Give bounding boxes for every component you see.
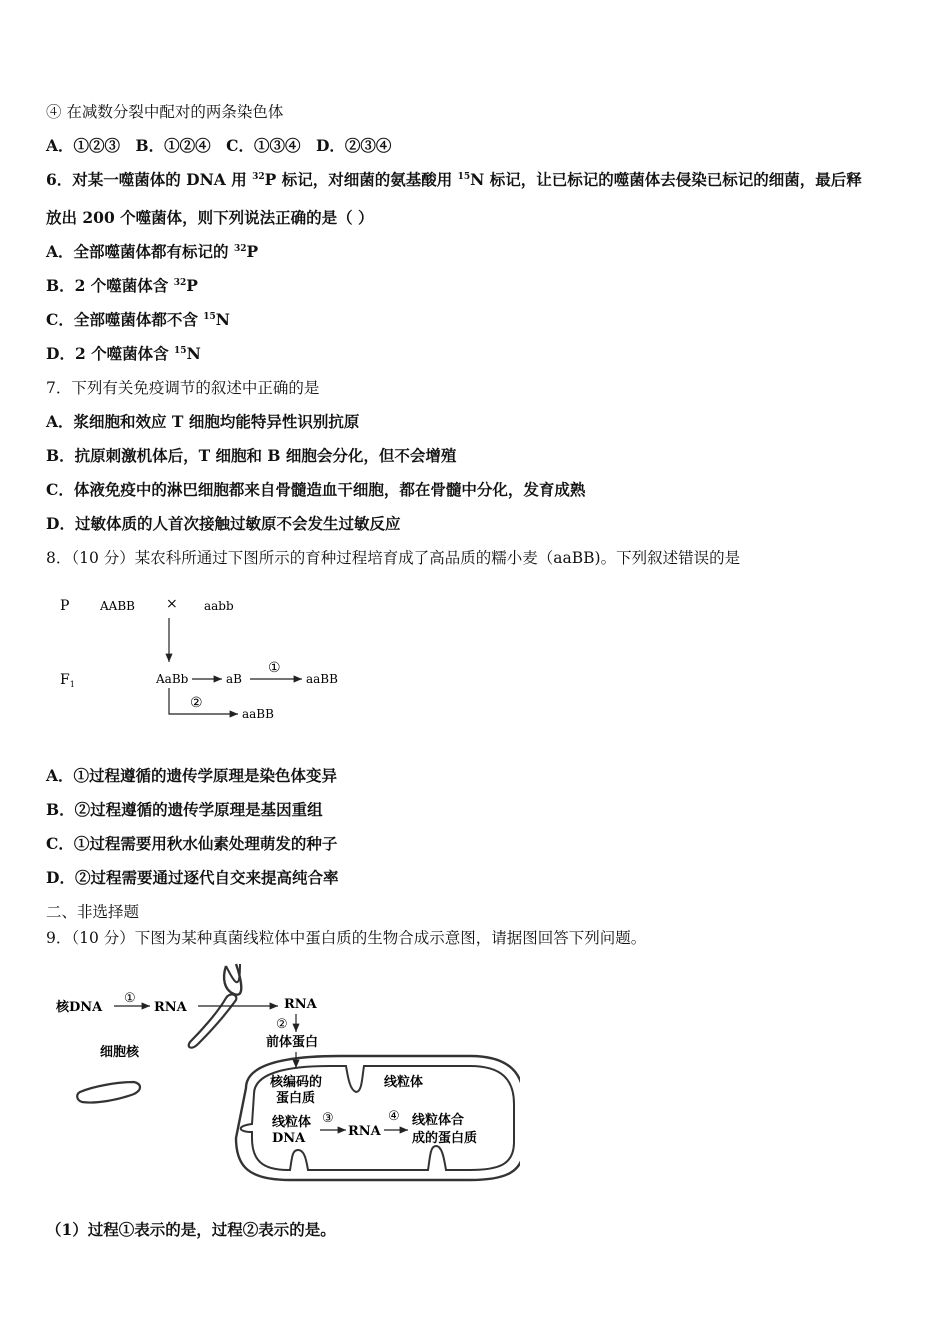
step-2-arrow [169, 688, 238, 714]
mt-dna-label-1: 线粒体 [272, 1115, 312, 1130]
protein-synthesis-diagram [50, 960, 520, 1190]
q7-option-c: C．体液免疫中的淋巴细胞都来自骨髓造血干细胞，都在骨髓中分化，发育成熟 [46, 480, 586, 499]
rna-label-1: RNA [154, 1000, 187, 1015]
q6-a-sup: 32 [233, 243, 247, 254]
q6-b-sup: 32 [173, 277, 187, 288]
mt-protein-label-1: 线粒体合 [412, 1113, 465, 1128]
result-1-genotype: aaBB [306, 672, 338, 686]
nuclear-encoded-protein-label-2: 蛋白质 [276, 1091, 316, 1106]
nuclear-membrane-bottom [77, 1082, 140, 1103]
q7-option-a: A．浆细胞和效应 T 细胞均能特异性识别抗原 [46, 412, 360, 431]
q6-b-post: P [186, 276, 198, 295]
q7-option-b: B．抗原刺激机体后，T 细胞和 B 细胞会分化，但不会增殖 [46, 446, 457, 465]
q6-stem-b: P 标记，对细菌的氨基酸用 [264, 170, 458, 189]
breeding-diagram [50, 590, 370, 735]
q6-d-sup: 15 [174, 345, 187, 356]
f1-genotype: AaBb [156, 672, 189, 686]
precursor-protein-label: 前体蛋白 [266, 1035, 319, 1050]
parent-aabb-dominant: AABB [100, 599, 135, 613]
parent-aabb-recessive: aabb [204, 599, 234, 613]
q9-stem: 9．（10 分）下图为某种真菌线粒体中蛋白质的生物合成示意图，请据图回答下列问题。 [46, 929, 647, 947]
q6-stem-a: 6．对某一噬菌体的 DNA 用 [46, 170, 253, 189]
nuclear-membrane-middle [189, 994, 237, 1047]
q6-d-post: N [186, 344, 201, 363]
q5-options: A．①②③ B．①②④ C．①③④ D．②③④ [46, 136, 392, 155]
q8-option-a: A．①过程遵循的遗传学原理是染色体变异 [46, 766, 338, 785]
q6-b-text: B．2 个噬菌体含 [46, 276, 174, 295]
process-1-label: ① [124, 991, 136, 1006]
q6-c-sup: 15 [203, 311, 216, 322]
q6-a-post: P [246, 242, 259, 261]
mitochondrion-label: 线粒体 [384, 1075, 424, 1090]
q8-option-d: D．②过程需要通过逐代自交来提高纯合率 [46, 868, 339, 887]
q6-p32-sup: 32 [252, 171, 265, 182]
q6-c-post: N [215, 310, 230, 329]
mt-protein-label-2: 成的蛋白质 [412, 1131, 478, 1146]
q7-option-d: D．过敏体质的人首次接触过敏原不会发生过敏反应 [46, 514, 401, 533]
rna-label-3: RNA [348, 1124, 381, 1139]
q8-option-c: C．①过程需要用秋水仙素处理萌发的种子 [46, 834, 338, 853]
section-heading: 二、非选择题 [46, 903, 140, 921]
q6-option-b [46, 276, 198, 296]
q6-option-d [46, 344, 201, 364]
process-2-label: ② [276, 1017, 288, 1032]
q6-stem-c: N 标记，让已标记的噬菌体去侵染已标记的细菌，最后释 [470, 170, 862, 189]
q7-stem: 7．下列有关免疫调节的叙述中正确的是 [46, 379, 320, 397]
q6-d-text: D．2 个噬菌体含 [46, 344, 175, 363]
mt-dna-label-2: DNA [272, 1131, 306, 1146]
q8-stem: 8．（10 分）某农科所通过下图所示的育种过程培育成了高品质的糯小麦（aaBB)。下列叙述错误的是 [46, 549, 741, 567]
nucleus-label: 细胞核 [100, 1045, 140, 1060]
result-2-genotype: aaBB [242, 707, 274, 721]
q6-stem-line2: 放出 200 个噬菌体，则下列说法正确的是（ ） [46, 208, 374, 227]
p-generation-label: P [60, 598, 70, 614]
nuclear-encoded-protein-label-1: 核编码的 [270, 1075, 323, 1090]
step-2-label: ② [190, 695, 203, 711]
q6-option-c [46, 310, 230, 330]
nuclear-dna-label: 核DNA [56, 1000, 103, 1015]
q5-item-4: ④ 在减数分裂中配对的两条染色体 [46, 103, 284, 121]
q6-option-a [46, 242, 258, 262]
q8-option-b: B．②过程遵循的遗传学原理是基因重组 [46, 800, 323, 819]
q6-stem-line1 [46, 170, 862, 190]
f1-generation-label: $F_1$ [60, 672, 75, 689]
q6-c-text: C．全部噬菌体都不含 [46, 310, 204, 329]
process-4-label: ④ [388, 1109, 400, 1124]
q6-a-text: A．全部噬菌体都有标记的 [46, 242, 234, 261]
q9-sub-question-1: （1）过程①表示的是，过程②表示的是。 [46, 1220, 336, 1239]
cross-symbol: × [166, 596, 178, 612]
q6-n15-sup: 15 [457, 171, 471, 182]
rna-label-2: RNA [284, 997, 317, 1012]
step-1-label: ① [268, 660, 281, 676]
haploid-genotype: aB [226, 672, 242, 686]
process-3-label: ③ [322, 1111, 334, 1126]
